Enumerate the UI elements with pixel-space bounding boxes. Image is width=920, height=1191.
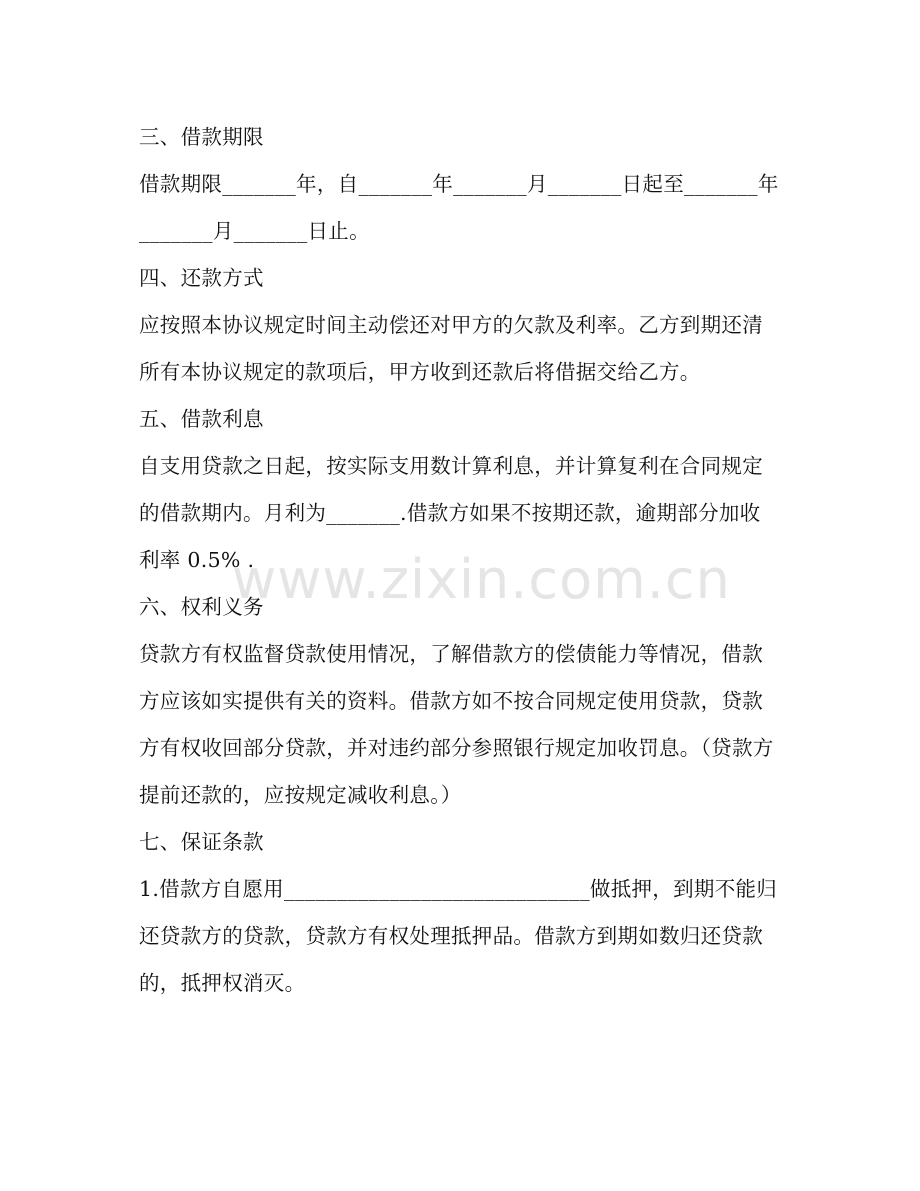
paragraph-line: 贷款方有权监督贷款使用情况，了解借款方的偿债能力等情况，借款	[139, 642, 763, 666]
section-heading-4: 四、还款方式	[139, 266, 264, 290]
paragraph-line: _______月_______日止。	[139, 219, 370, 243]
paragraph-line: 自支用贷款之日起，按实际支用数计算利息，并计算复利在合同规定	[139, 454, 763, 478]
section-heading-7: 七、保证条款	[139, 830, 264, 854]
section-heading-3: 三、借款期限	[139, 125, 264, 149]
paragraph-line: 方应该如实提供有关的资料。借款方如不按合同规定使用贷款，贷款	[139, 689, 763, 713]
paragraph-line: 所有本协议规定的款项后，甲方收到还款后将借据交给乙方。	[139, 360, 701, 384]
paragraph-line: 1.借款方自愿用_____________________________做抵押，到期不能归	[139, 877, 778, 901]
section-heading-5: 五、借款利息	[139, 407, 264, 431]
paragraph-line: 的借款期内。月利为_______.借款方如果不按期还款，逾期部分加收	[139, 501, 761, 525]
paragraph-line: 还贷款方的贷款，贷款方有权处理抵押品。借款方到期如数归还贷款	[139, 924, 763, 948]
paragraph-line: 提前还款的，应按规定减收利息。）	[139, 783, 462, 807]
paragraph-line: 的，抵押权消灭。	[139, 971, 306, 995]
paragraph-line: 应按照本协议规定时间主动偿还对甲方的欠款及利率。乙方到期还清	[139, 313, 763, 337]
watermark-text: www.zixin.com.cn	[232, 548, 731, 611]
paragraph-line: 方有权收回部分贷款，并对违约部分参照银行规定加收罚息。（贷款方	[139, 736, 774, 760]
paragraph-line: 借款期限_______年，自_______年_______月_______日起至_______年	[139, 172, 779, 196]
section-heading-6: 六、权利义务	[139, 595, 264, 619]
paragraph-line: 利率 0.5% .	[139, 548, 255, 572]
